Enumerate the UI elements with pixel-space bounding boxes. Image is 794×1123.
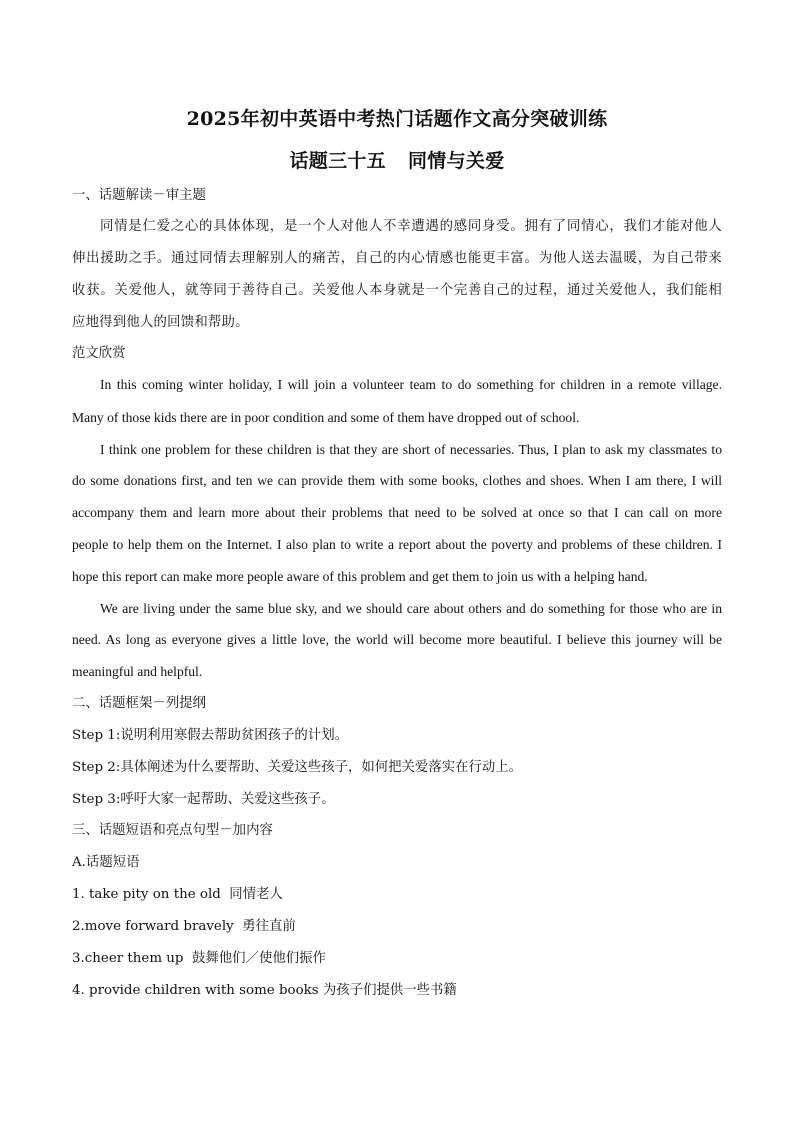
section-heading-interpretation: 一、话题解读－审主题: [72, 188, 206, 203]
essay-line: hope this report can make more people aware of this problem and get them to join us with a helping hand.: [72, 569, 648, 584]
document-title: 2025年初中英语中考热门话题作文高分突破训练: [186, 108, 608, 130]
section-heading-phrases: 三、话题短语和亮点句型－加内容: [72, 823, 273, 838]
document-subtitle: [0, 146, 794, 173]
outline-step: Step 1:说明利用寒假去帮助贫困孩子的计划。: [72, 728, 348, 743]
phrases-subheading: A.话题短语: [72, 855, 140, 870]
section-heading-model-essay: 范文欣赏: [72, 346, 126, 361]
essay-line: I think one problem for these children is that they are short of necessaries. Thus, I plan to ask my classmates to: [100, 442, 722, 457]
essay-line: In this coming winter holiday, I will join a volunteer team to do something for children in a remote village.: [100, 377, 722, 392]
topic-number: 话题三十五: [289, 150, 386, 172]
essay-line: meaningful and helpful.: [72, 664, 203, 679]
essay-line: accompany them and learn more about their problems that need to be solved at once so that I can call on more: [72, 505, 722, 520]
essay-line: need. As long as everyone gives a little love, the world will become more beautiful. I believe this journey will be: [72, 632, 722, 647]
essay-line: do some donations first, and ten we can provide them with some books, clothes and shoes. When I am there, I will: [72, 473, 722, 488]
essay-line: people to help them on the Internet. I also plan to write a report about the poverty and problems of these children. I: [72, 537, 722, 552]
section-heading-framework: 二、话题框架－列提纲: [72, 696, 206, 711]
outline-step: Step 2:具体阐述为什么要帮助、关爱这些孩子，如何把关爱落实在行动上。: [72, 760, 523, 775]
interpretation-line: 同情是仁爱之心的具体体现，是一个人对他人不幸遭遇的感同身受。拥有了同情心，我们才能对他人: [100, 219, 722, 234]
phrase-item: 4. provide children with some books 为孩子们提供一些书籍: [72, 983, 457, 998]
topic-name: 同情与关爱: [408, 150, 505, 172]
outline-step: Step 3:呼吁大家一起帮助、关爱这些孩子。: [72, 792, 335, 807]
interpretation-line: 应地得到他人的回馈和帮助。: [72, 315, 249, 330]
phrase-item: 1. take pity on the old 同情老人: [72, 887, 283, 902]
phrase-item: 2.move forward bravely 勇往直前: [72, 919, 296, 934]
essay-line: We are living under the same blue sky, and we should care about others and do something for those who are in: [100, 601, 722, 616]
essay-line: Many of those kids there are in poor condition and some of them have dropped out of school.: [72, 410, 580, 425]
phrase-item: 3.cheer them up 鼓舞他们／使他们振作: [72, 951, 326, 966]
interpretation-line: 伸出援助之手。通过同情去理解别人的痛苦，自己的内心情感也能更丰富。为他人送去温暖，为自己带来: [72, 251, 722, 266]
interpretation-line: 收获。关爱他人，就等同于善待自己。关爱他人本身就是一个完善自己的过程，通过关爱他人，我们能相: [72, 283, 722, 298]
